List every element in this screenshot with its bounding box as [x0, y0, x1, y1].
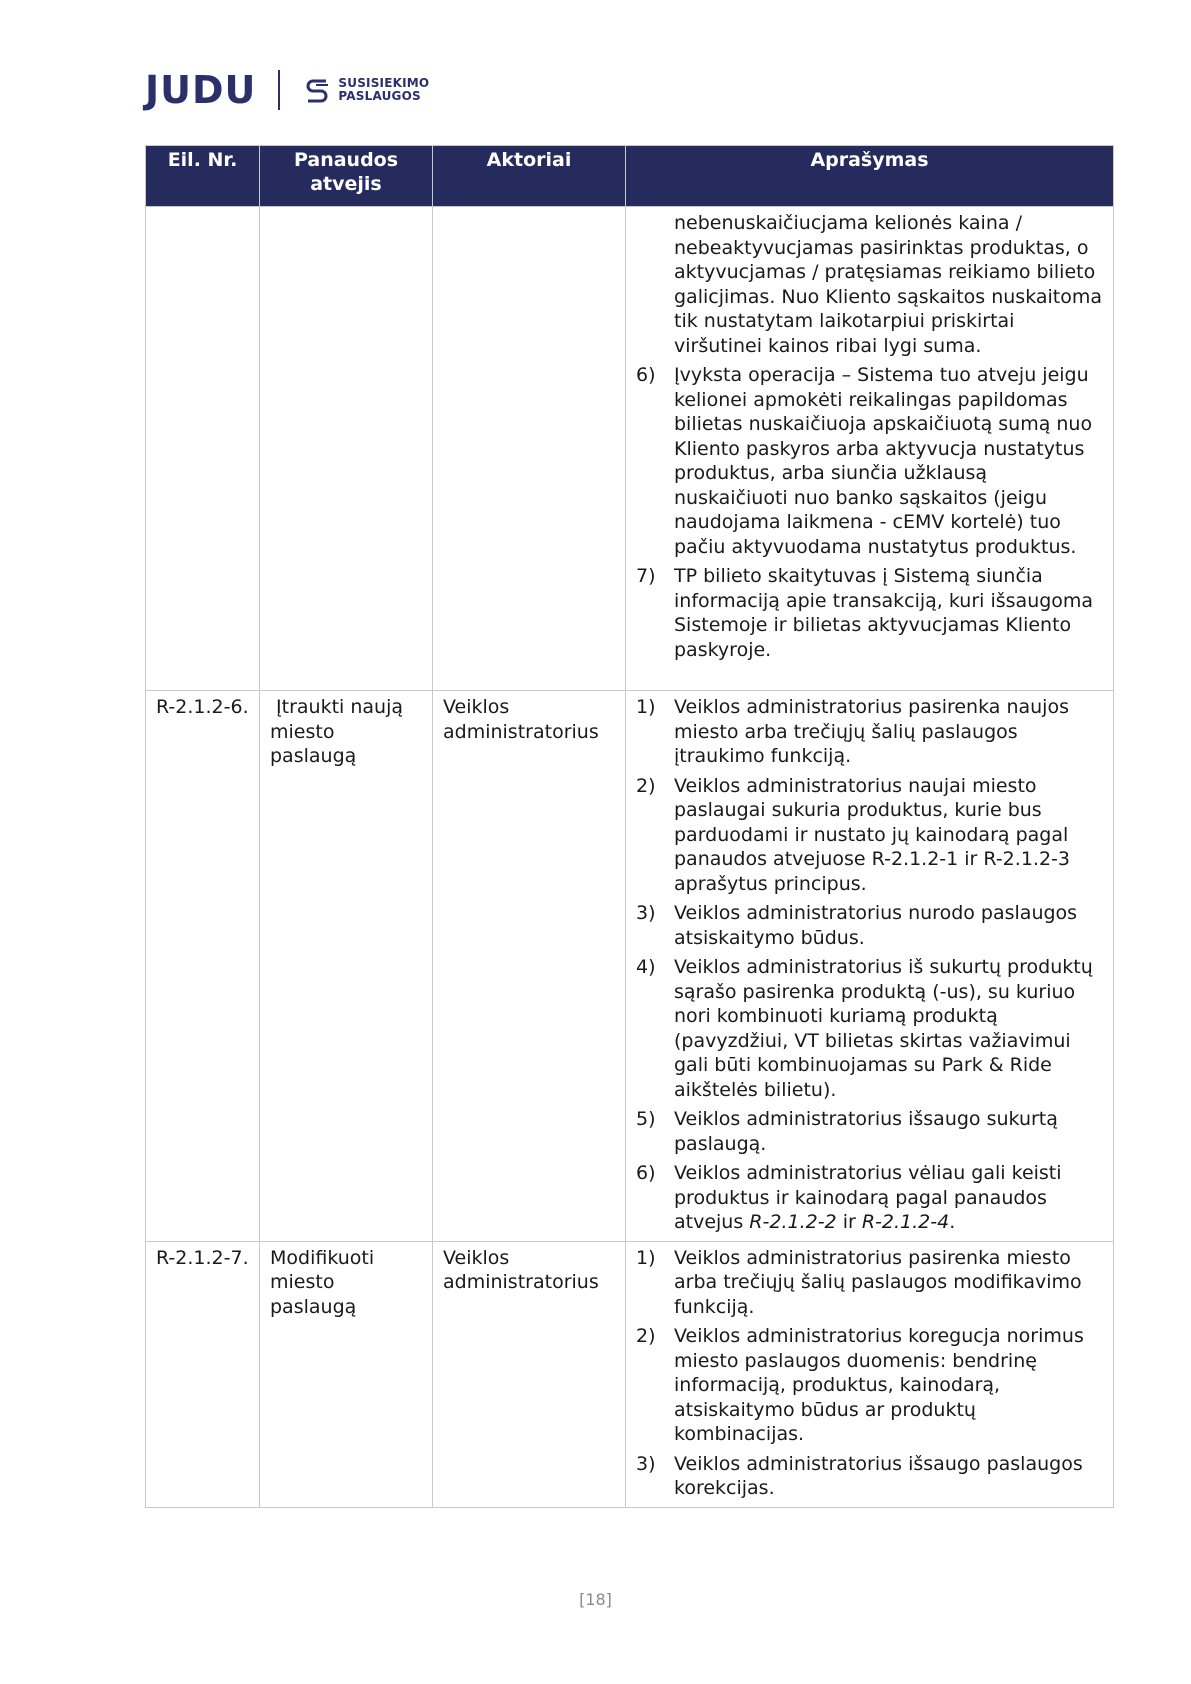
- column-header-id: Eil. Nr.: [146, 146, 260, 207]
- continued-text: nebenuskaičiucjama kelionės kaina / nebeaktyvucjamas pasirinktas produktas, o aktyvucjamas / pratęsiamas reikiamo bilieto galicjimas. Nuo Kliento sąskaitos nuskaitoma tik nustatytam laikotarpiui priskirtai viršutinei kainos ribai lygi suma.: [674, 212, 1103, 357]
- column-header-actor: Aktoriai: [433, 146, 626, 207]
- logo-divider: [278, 70, 280, 110]
- reference-link: R-2.1.2-4: [861, 1211, 950, 1233]
- case-cell: [260, 207, 433, 691]
- case-cell: Modifikuoti miesto paslaugą: [260, 1241, 433, 1507]
- column-header-description: Aprašymas: [626, 146, 1114, 207]
- actor-cell: [433, 207, 626, 691]
- step-item: 2) Veiklos administratorius naujai miesto paslaugai sukuria produktus, kurie bus parduodami ir nustato jų kainodarą pagal panaudos atvejuose R-2.1.2-1 ir R-2.1.2-3 aprašytus principus.: [636, 774, 1070, 895]
- description-cell: [626, 1241, 1114, 1507]
- actor-cell: Veiklos administratorius: [433, 691, 626, 1242]
- step-item: 4) Veiklos administratorius iš sukurtų produktų sąrašo pasirenka produktą (-us), su kuriuo nori kombinuoti kuriamą produktą (pavyzdžiui, VT bilietas skirtas važiavimui gali būti kombinuojamas su Park & Ride aikštelės bilietu).: [636, 956, 1093, 1101]
- sp-logo-icon: [302, 75, 332, 105]
- step-item: 2) Veiklos administratorius koregucja norimus miesto paslaugos duomenis: bendrinę informaciją, produktus, kainodarą, atsiskaitymo būdus ar produktų kombinacijas.: [636, 1325, 1084, 1445]
- logo-sp-line1: SUSISIEKIMO: [338, 76, 430, 90]
- step-item: 3) Veiklos administratorius išsaugo paslaugos korekcijas.: [636, 1452, 1083, 1499]
- step-item: 6) Veiklos administratorius vėliau gali keisti produktus ir kainodarą pagal panaudos atvejus R-2.1.2-2 ir R-2.1.2-4.: [636, 1162, 1062, 1233]
- actor-cell: Veiklos administratorius: [433, 1241, 626, 1507]
- table-row: [146, 691, 1114, 1242]
- reference-link: R-2.1.2-2: [749, 1211, 837, 1233]
- step-item: 5) Veiklos administratorius išsaugo sukurtą paslaugą.: [636, 1108, 1058, 1155]
- step-list: [636, 1246, 1104, 1501]
- judu-logo: JUDU: [145, 68, 257, 112]
- table-row: [146, 1241, 1114, 1507]
- case-cell: Įtraukti naują miesto paslaugą: [260, 691, 433, 1242]
- step-item: 1) Veiklos administratorius pasirenka naujos miesto arba trečiųjų šalių paslaugos įtraukimo funkciją.: [636, 696, 1069, 767]
- id-cell: R-2.1.2-7.: [146, 1241, 260, 1507]
- page-header: [145, 68, 429, 112]
- step-item: 3) Veiklos administratorius nurodo paslaugos atsiskaitymo būdus.: [636, 902, 1078, 949]
- page-number: [18]: [579, 1590, 612, 1609]
- logo-sp-line2: PASLAUGOS: [338, 89, 421, 103]
- id-cell: R-2.1.2-6.: [146, 691, 260, 1242]
- step-list: [636, 695, 1104, 1235]
- description-cell: [626, 207, 1114, 691]
- table-row: [146, 207, 1114, 691]
- step-item: 7) TP bilieto skaitytuvas į Sistemą siunčia informaciją apie transakciją, kuri išsaugoma Sistemoje ir bilietas aktyvucjamas Kliento paskyroje.: [636, 565, 1094, 661]
- step-item: 1) Veiklos administratorius pasirenka miesto arba trečiųjų šalių paslaugos modifikavimo funkciją.: [636, 1246, 1082, 1318]
- table-header-row: [146, 146, 1114, 207]
- step-list: [636, 363, 1104, 662]
- column-header-case: Panaudos atvejis: [260, 146, 433, 207]
- id-cell: [146, 207, 260, 691]
- description-cell: [626, 691, 1114, 1242]
- step-item: 6) Įvyksta operacija – Sistema tuo atveju jeigu kelionei apmokėti reikalingas papildomas bilietas nuskaičiuoja apskaičiuotą sumą nuo Kliento paskyros arba aktyvucja nustatytus produktus, arba siunčia užklausą nuskaičiuoti nuo banko sąskaitos (jeigu naudojama laikmena - cEMV kortelė) tuo pačiu aktyvuodama nustatytus produktus.: [636, 364, 1093, 558]
- susisiekimo-paslaugos-logo: [302, 75, 429, 105]
- use-case-table: [145, 145, 1114, 1508]
